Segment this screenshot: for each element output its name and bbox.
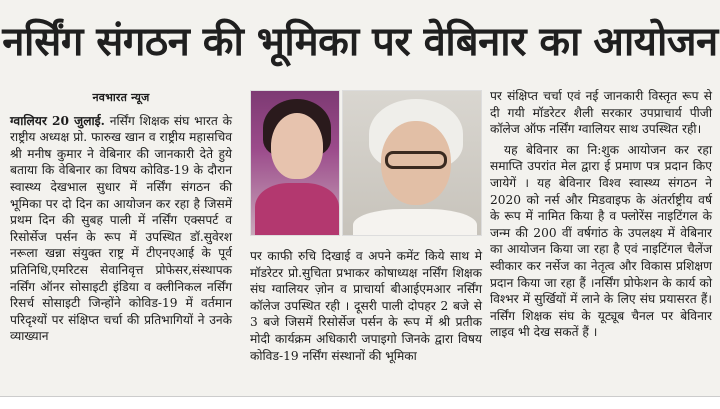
- column-3-paragraph-1: पर संक्षिप्त चर्चा एवं नई जानकारी विस्तृत रूप से दी गयी मॉडरेटर शैली सरकार उपप्राचार्य पीजी कॉलेज ऑफ नर्सिंग ग्वालियर साथ उपस्थित रही।: [490, 89, 712, 137]
- byline: नवभारत न्यूज: [92, 91, 150, 104]
- column-3-paragraph-2: यह बेविनार का नि:शुक आयोजन कर रहा समाप्ति उपरांत मेल द्वारा ई प्रमाण पत्र प्रदान किए जायेगें । यह बेविनार विश्व स्वास्थ्य संगठन ने 2020 को नर्स और मिडवाइफ के अंतर्राष्ट्रीय वर्ष के रूप में नामित किया है व फ्लोरेंस नाइटिंगल के जन्म की 200 वीं वर्षगांठ के उपलक्ष्य में वेबिनार का आयोजन किया जा रहा है एवं नाइटिंगल चैलेंज स्वीकार कर नर्सेज का नेतृत्व और विकास प्रशिक्षण प्रदान किया जा रहा हैं ।नर्सिंग प्रोफेशन के कार्य को विश्भर में सुर्खियों में लाने के लिए संघ प्रयासरत हैं। नर्सिंग शिक्षक संघ के यूट्यूब चैनल पर बेविनार लाइव भी देख सकतें हैं ।: [490, 142, 712, 340]
- dateline: ग्वालियर 20 जुलाई.: [10, 113, 105, 128]
- column-2-text: पर काफी रुचि दिखाई व अपने कमेंट किये साथ मे मॉडरेटर प्रो.सुचिता प्रभाकर कोषाध्यक्ष नर्सिंग शिक्षक संघ ग्वालियर ज़ोन व प्राचार्या बीआईएमआर नर्सिंग कॉलेज उपस्थित रही । दूसरी पाली दोपहर 2 बजे से 3 बजे जिसमें रिसोर्सेज पर्सन के रूप में श्री प्रतीक मोदी कार्यक्रम अधिकारी जपाइगो जिनके द्वारा विषय कोविड-19 नर्सिंग संस्थानों की भूमिका: [250, 249, 482, 363]
- article-column-1: [10, 90, 232, 349]
- next-article-cutoff: [0, 396, 720, 409]
- glasses-shape: [385, 151, 447, 169]
- photo-elderly-woman: [342, 90, 482, 236]
- headline: नर्सिंग संगठन की भूमिका पर वेबिनार का आयोजन: [2, 18, 718, 65]
- photo-woman: [250, 90, 340, 236]
- column-1-text: नर्सिंग शिक्षक संघ भारत के राष्ट्रीय अध्यक्ष प्रो. फारुख खान व राष्ट्रीय महासचिव श्री मनीष कुमार ने वेबिनार की जानकारी देते हुये बताया कि वेबिनार का विषय कोविड-19 के दौरान स्वास्थ्य देखभाल सुधार में नर्सिंग संगठन की भूमिका पर दो दिन का आयोजन कर रहा है जिसमें प्रथम दिन की सुबह पाली में नर्सिंग एक्सपर्ट व रिसोर्सेज पर्सन के रूप में उपस्थित डॉ.सुवेरश नरूला खन्ना संयुक्त राष्ट्र में टीएनएआई के पूर्व प्रतिनिधि,एमरिटस सेवानिवृत्त प्रोफेसर,संस्थापक नर्सिंग ऑनर सोसाइटी इंडिया व क्लीनिकल नर्सिंग रिसर्च सोसाइटी जिन्होंने कोविड-19 में वर्तमान परिदृश्यों पर संक्षिप्त चर्चा की प्रतिभागियों ने उनके व्याख्यान: [10, 113, 233, 344]
- article-column-3: [490, 88, 712, 345]
- article-column-2: [250, 248, 482, 368]
